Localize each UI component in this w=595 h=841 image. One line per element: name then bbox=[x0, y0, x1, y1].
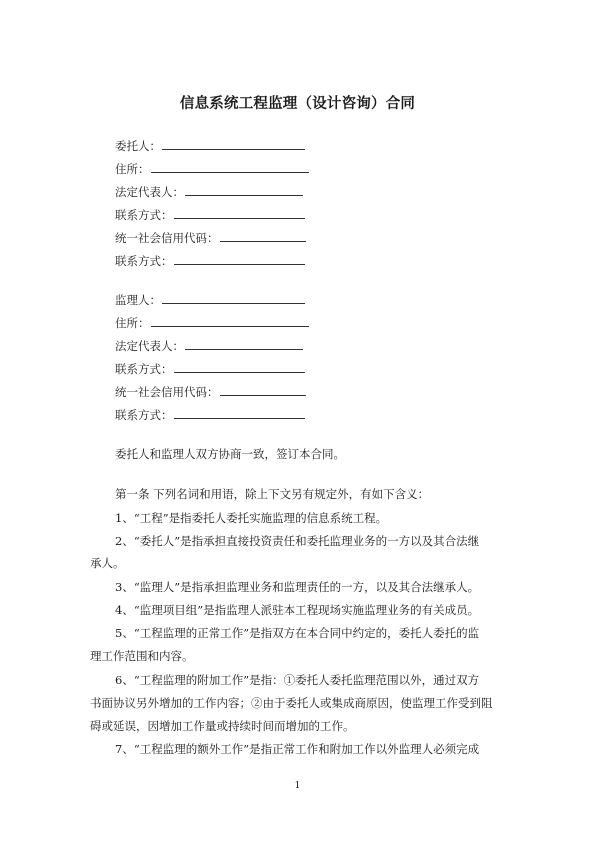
client-contact-field bbox=[115, 207, 305, 222]
article1-item4: 4、“监理项目组”是指监理人派驻本工程现场实施监理业务的有关成员。 bbox=[115, 603, 480, 617]
article1-item2-line1: 2、“委托人”是指承担直接投资责任和委托监理业务的一方以及其合法继 bbox=[115, 534, 480, 548]
client-contact-blank bbox=[174, 207, 305, 219]
supervisor-label: 监理人： bbox=[115, 293, 161, 307]
client-label: 委托人： bbox=[115, 139, 161, 153]
page-number: 1 bbox=[294, 781, 301, 791]
supervisor-contact-field bbox=[115, 361, 305, 376]
client-field bbox=[115, 138, 305, 153]
article1-item6-line2: 书面协议另外增加的工作内容；②由于委托人或集成商原因，使监理工作受到阻 bbox=[90, 696, 493, 710]
client-address-label: 住所： bbox=[115, 162, 150, 176]
client-credit-code-blank bbox=[220, 230, 306, 242]
supervisor-credit-code-label: 统一社会信用代码： bbox=[115, 385, 219, 399]
supervisor-contact-label: 联系方式： bbox=[115, 362, 173, 376]
supervisor-contact2-label: 联系方式： bbox=[115, 408, 173, 422]
client-address-field bbox=[115, 161, 309, 176]
supervisor-field bbox=[115, 292, 305, 307]
supervisor-address-field bbox=[115, 315, 309, 330]
client-contact-label: 联系方式： bbox=[115, 208, 173, 222]
client-credit-code-label: 统一社会信用代码： bbox=[115, 231, 219, 245]
supervisor-blank bbox=[162, 292, 305, 304]
supervisor-credit-code-blank bbox=[220, 384, 306, 396]
article1-item1: 1、“工程”是指委托人委托实施监理的信息系统工程。 bbox=[115, 511, 388, 525]
page-title: 信息系统工程监理（设计咨询）合同 bbox=[179, 96, 416, 112]
supervisor-credit-code-field bbox=[115, 384, 306, 399]
client-credit-code-field bbox=[115, 230, 306, 245]
client-legal-rep-label: 法定代表人： bbox=[115, 185, 184, 199]
client-address-blank bbox=[151, 161, 309, 173]
article1-item2-line2: 承人。 bbox=[90, 556, 125, 570]
supervisor-address-blank bbox=[151, 315, 309, 327]
supervisor-contact-blank bbox=[174, 361, 305, 373]
supervisor-address-label: 住所： bbox=[115, 316, 150, 330]
article1-heading: 第一条 下列名词和用语，除上下文另有规定外，有如下含义： bbox=[115, 487, 430, 501]
supervisor-contact2-blank bbox=[174, 407, 305, 419]
article1-item6-line3: 碍或延误，因增加工作量或持续时间而增加的工作。 bbox=[90, 719, 355, 733]
article1-item5-line2: 理工作范围和内容。 bbox=[90, 649, 194, 663]
article1-item6-line1: 6、“工程监理的附加工作”是指：①委托人委托监理范围以外，通过双方 bbox=[115, 673, 480, 687]
client-contact2-blank bbox=[174, 253, 305, 265]
client-blank bbox=[162, 138, 305, 150]
client-contact2-field bbox=[115, 253, 305, 268]
article1-item3: 3、“监理人”是指承担监理业务和监理责任的一方，以及其合法继承人。 bbox=[115, 580, 480, 594]
article1-item5-line1: 5、“工程监理的正常工作”是指双方在本合同中约定的，委托人委托的监 bbox=[115, 626, 480, 640]
supervisor-legal-rep-blank bbox=[185, 338, 303, 350]
agreement-text: 委托人和监理人双方协商一致，签订本合同。 bbox=[115, 447, 345, 461]
supervisor-legal-rep-label: 法定代表人： bbox=[115, 339, 184, 353]
supervisor-contact2-field bbox=[115, 407, 305, 422]
client-contact2-label: 联系方式： bbox=[115, 254, 173, 268]
client-legal-rep-blank bbox=[185, 184, 303, 196]
article1-item7-line1: 7、“工程监理的额外工作”是指正常工作和附加工作以外监理人必须完成 bbox=[115, 742, 480, 756]
client-legal-rep-field bbox=[115, 184, 303, 199]
supervisor-legal-rep-field bbox=[115, 338, 303, 353]
